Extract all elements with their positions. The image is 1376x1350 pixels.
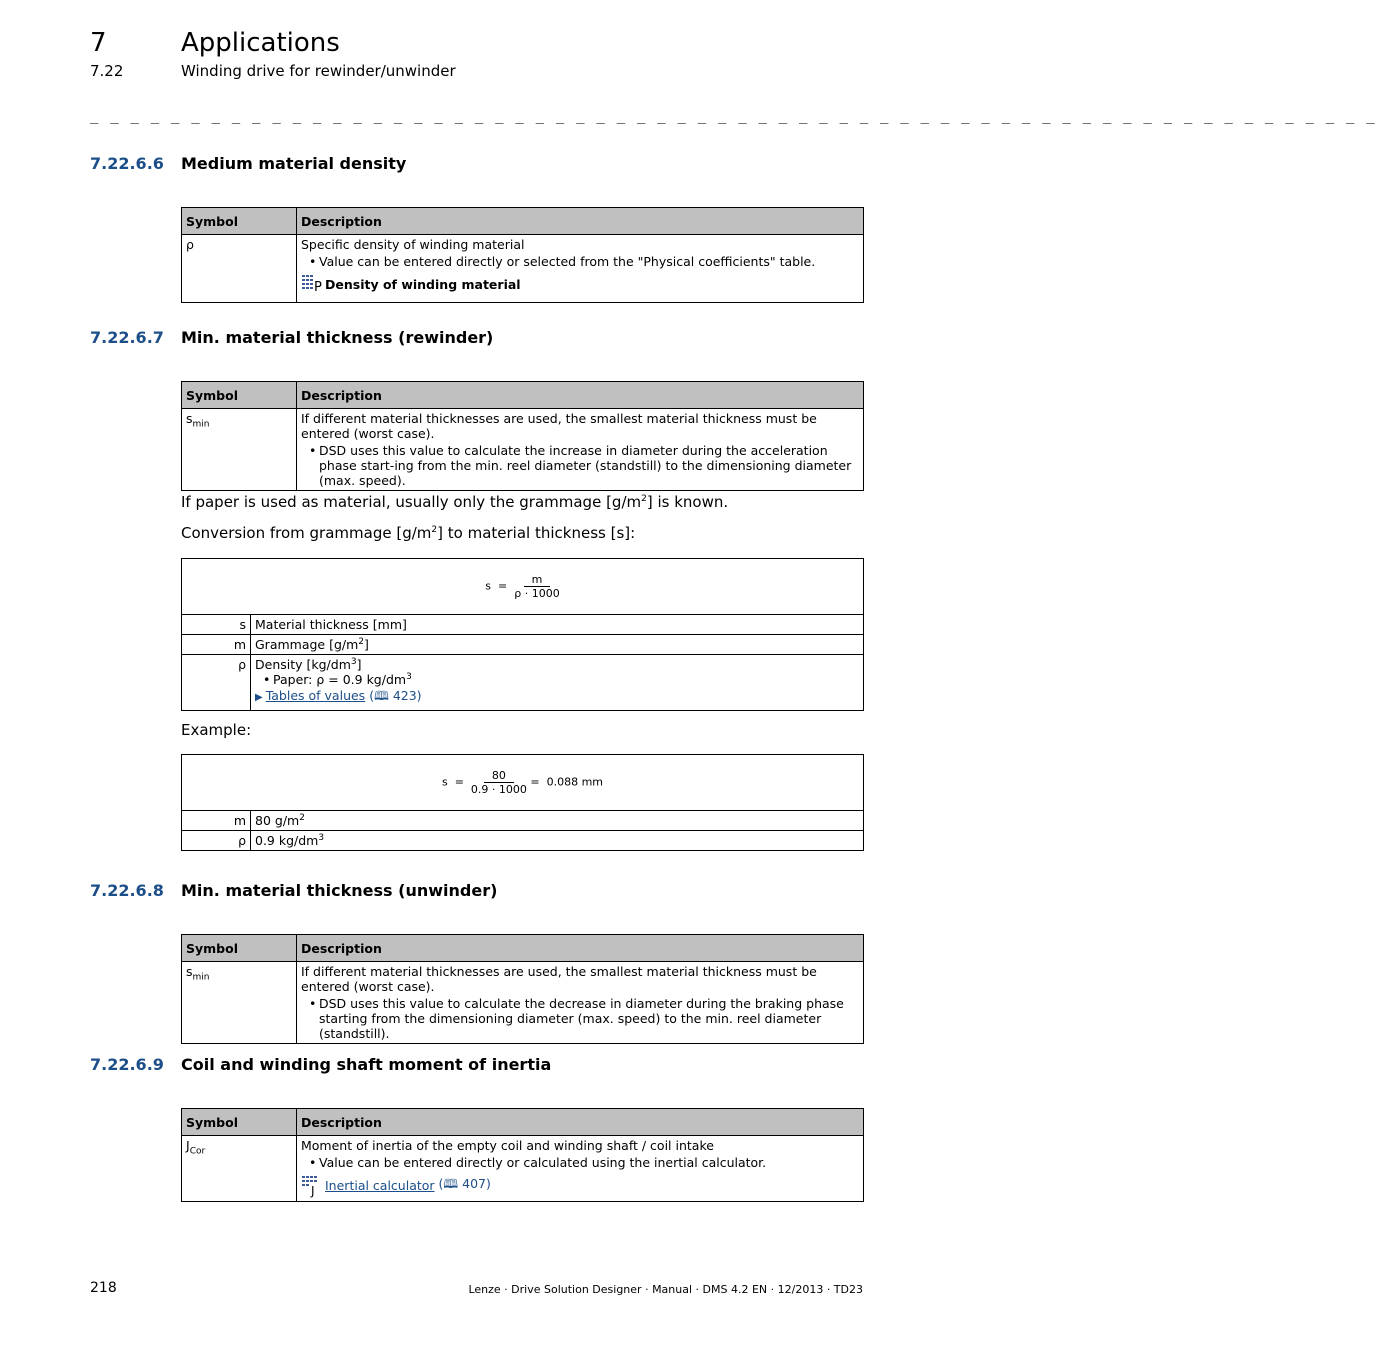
section-number: 7.22 — [90, 62, 124, 80]
symbol-cell: $J_{Cor}$ — [182, 1136, 297, 1202]
bullet-item: • DSD uses this value to calculate the increase in diameter during the acceleration phase start-ing from the min. reel diameter (standstill) to the dimensioning diameter (max. speed). — [319, 443, 859, 488]
heading-title-s6: Medium material density — [181, 154, 407, 173]
book-icon: 🕮 — [374, 688, 389, 704]
example-fraction: $\frac{80}{0.9 \cdot 1000}$ — [470, 769, 527, 796]
header-divider: _ _ _ _ _ _ _ _ _ _ _ _ _ _ _ _ _ _ _ _ _ _ _ _ _ _ _ _ _ _ _ _ _ _ _ _ _ _ _ _ _ _ _ _ _ _ _ _ _ _ _ _ _ _ _ _ _ _ _ _ _ _ _ _ — [90, 108, 1376, 124]
col-symbol: Symbol — [182, 382, 297, 409]
symbol-main: s — [186, 411, 193, 426]
inertial-calculator-link[interactable]: Inertial calculator — [325, 1177, 435, 1193]
example-table — [181, 754, 864, 851]
heading-title-s8: Min. material thickness (unwinder) — [181, 881, 498, 900]
col-symbol: Symbol — [182, 935, 297, 962]
symbol-cell: $s_{min}$ — [182, 962, 297, 1044]
arrow-right-icon: ▶ — [255, 692, 263, 704]
description-cell — [297, 235, 864, 303]
example-value: 0.9 $kg/dm^3$ — [251, 831, 864, 851]
description-text: Specific density of winding material — [301, 237, 525, 252]
col-description: Description — [297, 208, 864, 235]
formula-desc: Density $[kg/dm^3]$ • Paper: ρ = 0.9 $kg/dm^3$ ▶ Tables of values (🕮 423) — [251, 655, 864, 711]
description-cell — [297, 1136, 864, 1202]
description-text: If different material thicknesses are used, the smallest material thickness must be entered (worst case). — [301, 411, 817, 441]
heading-title-s7: Min. material thickness (rewinder) — [181, 328, 494, 347]
heading-title-s9: Coil and winding shaft moment of inertia — [181, 1055, 552, 1074]
symbol-table-s9 — [181, 1108, 864, 1202]
page-number: 218 — [90, 1280, 117, 1296]
chapter-title: Applications — [181, 28, 340, 58]
col-description: Description — [297, 935, 864, 962]
link-page[interactable]: 407 — [462, 1175, 486, 1191]
description-text: Moment of inertia of the empty coil and winding shaft / coil intake — [301, 1138, 714, 1153]
tables-of-values-link[interactable]: Tables of values — [265, 688, 366, 704]
formula-fraction: $\frac{m}{\rho \cdot 1000}$ — [514, 573, 560, 600]
example-symbol: m — [182, 811, 251, 831]
paragraph-conversion: Conversion from grammage $[g/m^2]$ to material thickness [s]: — [181, 524, 636, 542]
link-page[interactable]: 423 — [392, 688, 417, 704]
bullet-item: • Paper: ρ = 0.9 $kg/dm^3$ — [273, 672, 859, 687]
example-value: 80 $g/m^2$ — [251, 811, 864, 831]
table-icon — [301, 273, 321, 295]
symbol-sub: min — [192, 419, 210, 430]
bullet-item: • Value can be entered directly or selected from the "Physical coefficients" table. — [319, 254, 859, 269]
density-reference[interactable] — [301, 273, 859, 295]
col-description: Description — [297, 1109, 864, 1136]
heading-number-s8: 7.22.6.8 — [90, 881, 164, 900]
formula-desc: Grammage $[g/m^2]$ — [251, 635, 864, 655]
description-cell — [297, 962, 864, 1044]
chapter-number: 7 — [90, 28, 107, 58]
formula-table — [181, 558, 864, 711]
description-cell — [297, 409, 864, 491]
formula-desc: Material thickness [mm] — [251, 615, 864, 635]
heading-number-s9: 7.22.6.9 — [90, 1055, 164, 1074]
example-symbol: ρ — [182, 831, 251, 851]
document-info: Lenze · Drive Solution Designer · Manual · DMS 4.2 EN · 12/2013 · TD23 — [468, 1283, 863, 1296]
example-result: 0.088 mm — [546, 775, 604, 789]
heading-number-s6: 7.22.6.6 — [90, 154, 164, 173]
description-text: If different material thicknesses are used, the smallest material thickness must be entered (worst case). — [301, 964, 817, 994]
bullet-item: • Value can be entered directly or calculated using the inertial calculator. — [319, 1155, 859, 1170]
svg-text:J: J — [311, 1184, 315, 1198]
col-symbol: Symbol — [182, 1109, 297, 1136]
svg-text:P: P — [314, 280, 322, 295]
formula-symbol: ρ — [182, 655, 251, 711]
reference-label: Density of winding material — [325, 276, 521, 292]
example-label: Example: — [181, 721, 252, 739]
paragraph-grammage: If paper is used as material, usually only the grammage $[g/m^2]$ is known. — [181, 493, 729, 511]
section-title: Winding drive for rewinder/unwinder — [181, 62, 456, 80]
tables-of-values-link-row: ▶ Tables of values (🕮 423) — [255, 688, 422, 704]
formula-symbol: m — [182, 635, 251, 655]
col-symbol: Symbol — [182, 208, 297, 235]
book-icon: 🕮 — [443, 1175, 459, 1191]
formula-symbol: s — [182, 615, 251, 635]
col-description: Description — [297, 382, 864, 409]
heading-number-s7: 7.22.6.7 — [90, 328, 164, 347]
example-formula: s = $\frac{80}{0.9 \cdot 1000}$ = 0.088 mm — [182, 755, 864, 811]
symbol-cell — [182, 409, 297, 491]
bullet-item: • DSD uses this value to calculate the decrease in diameter during the braking phase starting from the dimensioning diameter (max. speed) to the min. reel diameter (standstill). — [319, 996, 859, 1041]
symbol-table-s8 — [181, 934, 864, 1044]
symbol-table-s6 — [181, 207, 864, 303]
inertial-calculator-reference: J Inertial calculator (🕮 407) — [301, 1174, 859, 1196]
symbol-table-s7 — [181, 381, 864, 491]
calculator-icon — [301, 1174, 321, 1196]
formula: s = $\frac{m}{\rho \cdot 1000}$ — [182, 559, 864, 615]
symbol-cell: ρ — [182, 235, 297, 303]
